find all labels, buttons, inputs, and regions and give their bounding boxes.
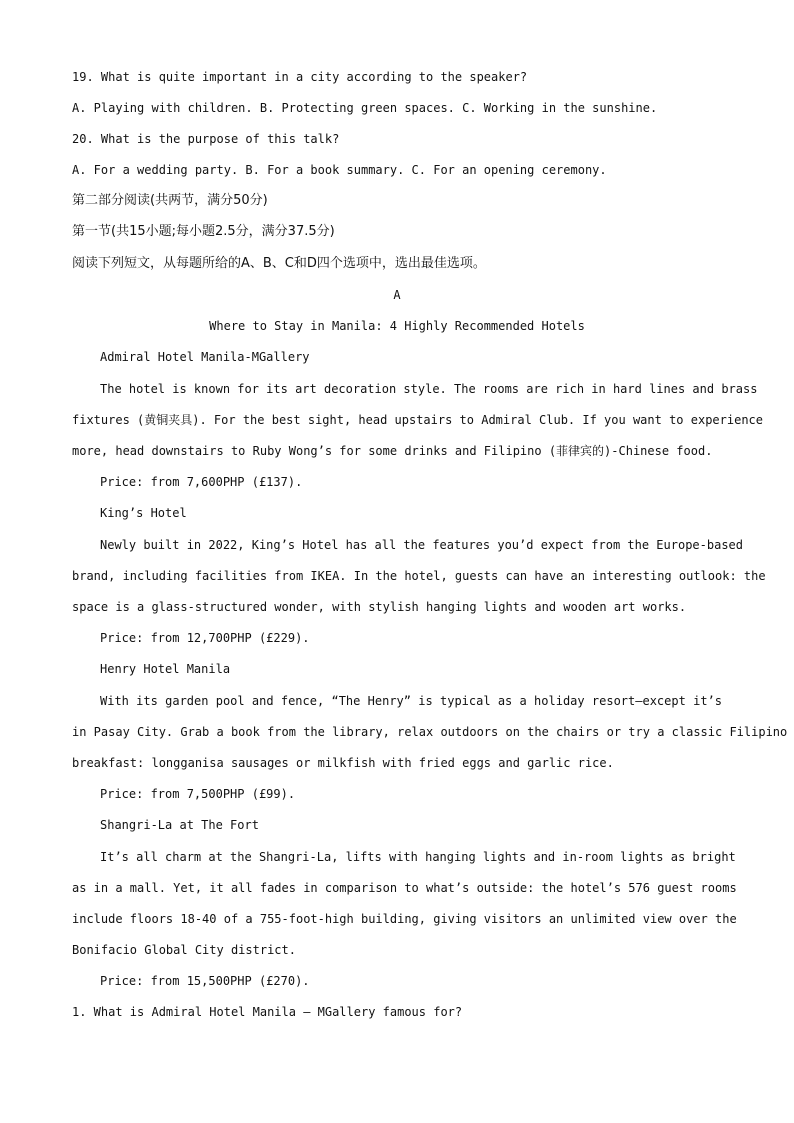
paragraph-line: as in a mall. Yet, it all fades in comparison to what’s outside: the hotel’s 576 guest rooms <box>72 881 737 895</box>
hotel-name: Shangri-La at The Fort <box>100 818 259 832</box>
paragraph-line: include floors 18-40 of a 755-foot-high building, giving visitors an unlimited view over the <box>72 912 737 926</box>
question-20-options: A. For a wedding party. B. For a book summary. C. For an opening ceremony. <box>72 163 607 177</box>
paragraph-line: With its garden pool and fence, “The Henry” is typical as a holiday resort—except it’s <box>100 694 722 708</box>
hotel-name: Admiral Hotel Manila-MGallery <box>100 350 310 364</box>
paragraph-line: in Pasay City. Grab a book from the library, relax outdoors on the chairs or try a classic Filipino <box>72 725 788 739</box>
question-19-options: A. Playing with children. B. Protecting green spaces. C. Working in the sunshine. <box>72 101 658 115</box>
hotel-price: Price: from 15,500PHP (£270). <box>100 974 310 988</box>
question-1: 1. What is Admiral Hotel Manila — MGallery famous for? <box>72 1005 463 1019</box>
paragraph-line: The hotel is known for its art decoration style. The rooms are rich in hard lines and brass <box>100 382 758 396</box>
paragraph-line: Newly built in 2022, King’s Hotel has all the features you’d expect from the Europe-based <box>100 538 743 552</box>
paragraph-line: space is a glass-structured wonder, with stylish hanging lights and wooden art works. <box>72 600 687 614</box>
question-20: 20. What is the purpose of this talk? <box>72 132 340 146</box>
section-heading: 第一节(共15小题;每小题2.5分，满分37.5分) <box>72 224 335 239</box>
passage-label: A <box>393 288 401 302</box>
paragraph-line: brand, including facilities from IKEA. In the hotel, guests can have an interesting outlook: the <box>72 569 766 583</box>
hotel-price: Price: from 7,600PHP (£137). <box>100 475 303 489</box>
paragraph-line: It’s all charm at the Shangri-La, lifts with hanging lights and in-room lights as bright <box>100 850 736 864</box>
instructions: 阅读下列短文，从每题所给的A、B、C和D四个选项中，选出最佳选项。 <box>72 256 486 271</box>
hotel-name: Henry Hotel Manila <box>100 662 231 676</box>
paragraph-line: more, head downstairs to Ruby Wong’s for some drinks and Filipino (菲律宾的)-Chinese food. <box>72 444 713 458</box>
part-heading: 第二部分阅读(共两节，满分50分) <box>72 193 268 208</box>
hotel-price: Price: from 7,500PHP (£99). <box>100 787 296 801</box>
paragraph-line: Bonifacio Global City district. <box>72 943 296 957</box>
passage-title: Where to Stay in Manila: 4 Highly Recommended Hotels <box>209 319 585 333</box>
question-19: 19. What is quite important in a city according to the speaker? <box>72 70 528 84</box>
hotel-name: King’s Hotel <box>100 506 187 520</box>
hotel-price: Price: from 12,700PHP (£229). <box>100 631 310 645</box>
paragraph-line: breakfast: longganisa sausages or milkfish with fried eggs and garlic rice. <box>72 756 614 770</box>
paragraph-line: fixtures (黄铜夹具). For the best sight, head upstairs to Admiral Club. If you want to experience <box>72 413 763 427</box>
